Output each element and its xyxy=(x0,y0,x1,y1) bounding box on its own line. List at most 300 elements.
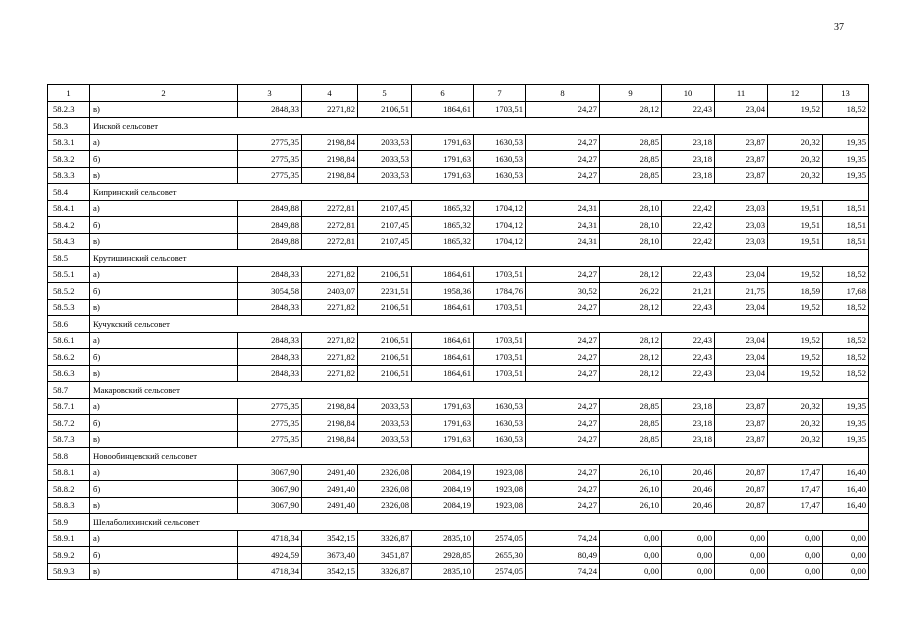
table-cell: 2198,84 xyxy=(302,431,358,448)
table-row xyxy=(48,200,869,217)
table-cell: 24,27 xyxy=(526,415,600,432)
table-cell: 3326,87 xyxy=(358,563,412,580)
table-cell: 1864,61 xyxy=(412,365,474,382)
table-cell: 3067,90 xyxy=(238,464,302,481)
table-cell: 2033,53 xyxy=(358,134,412,151)
section-row xyxy=(48,448,869,465)
table-cell: 19,35 xyxy=(823,415,869,432)
column-header: 4 xyxy=(302,85,358,102)
table-cell: 2198,84 xyxy=(302,167,358,184)
table-cell: 23,04 xyxy=(715,266,768,283)
table-cell: 1791,63 xyxy=(412,431,474,448)
row-code: 58.9.1 xyxy=(48,530,90,547)
table-cell: 18,52 xyxy=(823,349,869,366)
table-cell: 1630,53 xyxy=(474,415,526,432)
row-variant: а) xyxy=(90,464,238,481)
table-cell: 2272,81 xyxy=(302,217,358,234)
table-cell: 30,52 xyxy=(526,283,600,300)
table-cell: 1630,53 xyxy=(474,151,526,168)
table-cell: 28,12 xyxy=(600,365,662,382)
section-row xyxy=(48,184,869,201)
row-code: 58.3.2 xyxy=(48,151,90,168)
table-cell: 19,51 xyxy=(768,200,823,217)
table-cell: 2106,51 xyxy=(358,332,412,349)
table-cell: 19,52 xyxy=(768,101,823,118)
table-cell: 24,31 xyxy=(526,233,600,250)
table-cell: 17,47 xyxy=(768,464,823,481)
section-code: 58.7 xyxy=(48,382,90,399)
row-code: 58.9.2 xyxy=(48,547,90,564)
table-cell: 1704,12 xyxy=(474,217,526,234)
table-cell: 23,87 xyxy=(715,398,768,415)
header-row xyxy=(48,85,869,102)
table-cell: 2326,08 xyxy=(358,497,412,514)
row-variant: а) xyxy=(90,332,238,349)
table-cell: 2849,88 xyxy=(238,233,302,250)
table-cell: 26,10 xyxy=(600,464,662,481)
table-cell: 3326,87 xyxy=(358,530,412,547)
row-code: 58.5.1 xyxy=(48,266,90,283)
table-cell: 1703,51 xyxy=(474,349,526,366)
table-cell: 18,52 xyxy=(823,299,869,316)
table-cell: 1864,61 xyxy=(412,266,474,283)
table-cell: 24,31 xyxy=(526,200,600,217)
row-code: 58.4.1 xyxy=(48,200,90,217)
row-code: 58.4.3 xyxy=(48,233,90,250)
table-cell: 1630,53 xyxy=(474,431,526,448)
table-cell: 2272,81 xyxy=(302,233,358,250)
column-header: 13 xyxy=(823,85,869,102)
table-cell: 2033,53 xyxy=(358,431,412,448)
table-cell: 17,68 xyxy=(823,283,869,300)
table-cell: 1864,61 xyxy=(412,101,474,118)
section-code: 58.4 xyxy=(48,184,90,201)
table-cell: 2835,10 xyxy=(412,530,474,547)
table-cell: 2084,19 xyxy=(412,497,474,514)
row-variant: в) xyxy=(90,167,238,184)
table-row xyxy=(48,365,869,382)
table-cell: 28,85 xyxy=(600,151,662,168)
table-cell: 23,04 xyxy=(715,332,768,349)
column-header: 11 xyxy=(715,85,768,102)
table-cell: 0,00 xyxy=(715,530,768,547)
table-cell: 16,40 xyxy=(823,481,869,498)
table-row xyxy=(48,431,869,448)
table-cell: 24,27 xyxy=(526,398,600,415)
row-code: 58.5.2 xyxy=(48,283,90,300)
row-variant: в) xyxy=(90,497,238,514)
table-cell: 1864,61 xyxy=(412,332,474,349)
table-cell: 1923,08 xyxy=(474,464,526,481)
table-cell: 19,52 xyxy=(768,266,823,283)
table-cell: 23,04 xyxy=(715,349,768,366)
section-code: 58.8 xyxy=(48,448,90,465)
table-cell: 1791,63 xyxy=(412,398,474,415)
table-cell: 22,43 xyxy=(662,365,715,382)
table-cell: 2655,30 xyxy=(474,547,526,564)
table-cell: 2775,35 xyxy=(238,431,302,448)
table-cell: 23,04 xyxy=(715,365,768,382)
table-cell: 1791,63 xyxy=(412,134,474,151)
table-cell: 2775,35 xyxy=(238,134,302,151)
row-code: 58.6.3 xyxy=(48,365,90,382)
row-code: 58.2.3 xyxy=(48,101,90,118)
table-cell: 1923,08 xyxy=(474,497,526,514)
table-cell: 18,52 xyxy=(823,101,869,118)
table-cell: 24,27 xyxy=(526,266,600,283)
table-cell: 22,42 xyxy=(662,217,715,234)
table-cell: 20,32 xyxy=(768,431,823,448)
column-header: 3 xyxy=(238,85,302,102)
table-cell: 2848,33 xyxy=(238,349,302,366)
row-variant: б) xyxy=(90,349,238,366)
table-cell: 28,12 xyxy=(600,101,662,118)
table-cell: 28,85 xyxy=(600,134,662,151)
section-row xyxy=(48,316,869,333)
row-code: 58.4.2 xyxy=(48,217,90,234)
row-variant: в) xyxy=(90,101,238,118)
table-cell: 1864,61 xyxy=(412,299,474,316)
table-cell: 0,00 xyxy=(600,547,662,564)
table-cell: 1791,63 xyxy=(412,415,474,432)
table-row xyxy=(48,563,869,580)
row-variant: в) xyxy=(90,563,238,580)
row-code: 58.8.3 xyxy=(48,497,90,514)
table-cell: 24,27 xyxy=(526,101,600,118)
table-cell: 2033,53 xyxy=(358,167,412,184)
table-cell: 23,04 xyxy=(715,299,768,316)
table-cell: 3054,58 xyxy=(238,283,302,300)
table-row xyxy=(48,101,869,118)
table-cell: 1703,51 xyxy=(474,101,526,118)
column-header: 2 xyxy=(90,85,238,102)
section-row xyxy=(48,118,869,135)
table-cell: 23,18 xyxy=(662,151,715,168)
table-cell: 19,35 xyxy=(823,398,869,415)
table-cell: 23,87 xyxy=(715,415,768,432)
table-cell: 2491,40 xyxy=(302,497,358,514)
table-cell: 74,24 xyxy=(526,563,600,580)
column-header: 10 xyxy=(662,85,715,102)
table-cell: 22,43 xyxy=(662,332,715,349)
table-cell: 2835,10 xyxy=(412,563,474,580)
table-cell: 2848,33 xyxy=(238,299,302,316)
table-cell: 2107,45 xyxy=(358,200,412,217)
table-cell: 1923,08 xyxy=(474,481,526,498)
row-code: 58.3.1 xyxy=(48,134,90,151)
table-cell: 3067,90 xyxy=(238,481,302,498)
section-name: Макаровский сельсовет xyxy=(90,382,869,399)
table-cell: 20,32 xyxy=(768,167,823,184)
row-variant: б) xyxy=(90,151,238,168)
table-cell: 20,32 xyxy=(768,398,823,415)
tariff-table xyxy=(47,84,869,580)
table-row xyxy=(48,233,869,250)
table-cell: 3067,90 xyxy=(238,497,302,514)
table-cell: 1630,53 xyxy=(474,167,526,184)
table-cell: 1791,63 xyxy=(412,151,474,168)
table-cell: 2271,82 xyxy=(302,266,358,283)
table-row xyxy=(48,481,869,498)
table-cell: 2271,82 xyxy=(302,365,358,382)
table-row xyxy=(48,547,869,564)
table-cell: 20,46 xyxy=(662,481,715,498)
table-cell: 19,52 xyxy=(768,349,823,366)
table-cell: 19,52 xyxy=(768,299,823,316)
table-cell: 24,31 xyxy=(526,217,600,234)
table-cell: 19,52 xyxy=(768,365,823,382)
table-cell: 2198,84 xyxy=(302,151,358,168)
table-row xyxy=(48,134,869,151)
table-cell: 23,03 xyxy=(715,217,768,234)
row-variant: в) xyxy=(90,431,238,448)
table-cell: 2775,35 xyxy=(238,415,302,432)
table-cell: 22,43 xyxy=(662,101,715,118)
table-row xyxy=(48,167,869,184)
table-cell: 24,27 xyxy=(526,332,600,349)
row-code: 58.7.3 xyxy=(48,431,90,448)
table-cell: 18,52 xyxy=(823,332,869,349)
table-cell: 24,27 xyxy=(526,151,600,168)
table-cell: 1704,12 xyxy=(474,200,526,217)
table-cell: 0,00 xyxy=(662,530,715,547)
table-cell: 20,32 xyxy=(768,415,823,432)
table-cell: 2198,84 xyxy=(302,398,358,415)
table-cell: 28,85 xyxy=(600,398,662,415)
table-cell: 28,10 xyxy=(600,200,662,217)
table-row xyxy=(48,266,869,283)
table-cell: 21,21 xyxy=(662,283,715,300)
column-header: 9 xyxy=(600,85,662,102)
table-cell: 23,87 xyxy=(715,151,768,168)
table-cell: 2106,51 xyxy=(358,299,412,316)
table-cell: 19,35 xyxy=(823,167,869,184)
row-variant: а) xyxy=(90,266,238,283)
table-cell: 80,49 xyxy=(526,547,600,564)
table-cell: 28,12 xyxy=(600,332,662,349)
table-cell: 1630,53 xyxy=(474,134,526,151)
table-cell: 28,10 xyxy=(600,217,662,234)
table-cell: 22,43 xyxy=(662,349,715,366)
column-header: 6 xyxy=(412,85,474,102)
table-row xyxy=(48,530,869,547)
table-cell: 2198,84 xyxy=(302,134,358,151)
table-cell: 2775,35 xyxy=(238,151,302,168)
table-cell: 1630,53 xyxy=(474,398,526,415)
table-row xyxy=(48,349,869,366)
table-cell: 24,27 xyxy=(526,365,600,382)
row-variant: а) xyxy=(90,398,238,415)
table-cell: 23,03 xyxy=(715,200,768,217)
table-cell: 2574,05 xyxy=(474,530,526,547)
section-row xyxy=(48,250,869,267)
table-cell: 2326,08 xyxy=(358,464,412,481)
table-cell: 2848,33 xyxy=(238,332,302,349)
table-cell: 0,00 xyxy=(823,530,869,547)
table-cell: 20,46 xyxy=(662,497,715,514)
table-cell: 26,10 xyxy=(600,481,662,498)
table-cell: 1703,51 xyxy=(474,299,526,316)
table-cell: 2106,51 xyxy=(358,349,412,366)
table-cell: 23,04 xyxy=(715,101,768,118)
table-cell: 18,51 xyxy=(823,217,869,234)
row-variant: а) xyxy=(90,134,238,151)
table-row xyxy=(48,151,869,168)
table-cell: 18,52 xyxy=(823,266,869,283)
row-variant: б) xyxy=(90,481,238,498)
table-cell: 2326,08 xyxy=(358,481,412,498)
table-cell: 24,27 xyxy=(526,134,600,151)
table-cell: 0,00 xyxy=(768,563,823,580)
column-header: 8 xyxy=(526,85,600,102)
section-code: 58.5 xyxy=(48,250,90,267)
table-cell: 74,24 xyxy=(526,530,600,547)
table-cell: 2848,33 xyxy=(238,266,302,283)
table-cell: 18,51 xyxy=(823,200,869,217)
column-header: 12 xyxy=(768,85,823,102)
table-cell: 28,12 xyxy=(600,349,662,366)
table-cell: 2775,35 xyxy=(238,398,302,415)
table-cell: 19,51 xyxy=(768,217,823,234)
table-row xyxy=(48,415,869,432)
table-cell: 4924,59 xyxy=(238,547,302,564)
table-cell: 19,52 xyxy=(768,332,823,349)
table-cell: 1865,32 xyxy=(412,233,474,250)
table-cell: 0,00 xyxy=(662,547,715,564)
section-name: Кипринский сельсовет xyxy=(90,184,869,201)
table-cell: 2198,84 xyxy=(302,415,358,432)
table-row xyxy=(48,464,869,481)
table-cell: 0,00 xyxy=(600,563,662,580)
table-cell: 19,35 xyxy=(823,151,869,168)
table-cell: 2107,45 xyxy=(358,233,412,250)
table-cell: 2848,33 xyxy=(238,101,302,118)
column-header: 1 xyxy=(48,85,90,102)
row-code: 58.8.1 xyxy=(48,464,90,481)
table-cell: 24,27 xyxy=(526,349,600,366)
section-name: Новообинцевский сельсовет xyxy=(90,448,869,465)
table-cell: 23,87 xyxy=(715,167,768,184)
table-cell: 20,87 xyxy=(715,464,768,481)
section-name: Шелаболихинский сельсовет xyxy=(90,514,869,531)
table-cell: 17,47 xyxy=(768,497,823,514)
table-cell: 2033,53 xyxy=(358,151,412,168)
table-cell: 18,52 xyxy=(823,365,869,382)
table-cell: 1703,51 xyxy=(474,266,526,283)
table-cell: 19,35 xyxy=(823,431,869,448)
section-name: Крутишинский сельсовет xyxy=(90,250,869,267)
table-cell: 24,27 xyxy=(526,497,600,514)
table-row xyxy=(48,299,869,316)
row-variant: а) xyxy=(90,200,238,217)
table-cell: 1865,32 xyxy=(412,200,474,217)
row-code: 58.5.3 xyxy=(48,299,90,316)
table-cell: 22,42 xyxy=(662,233,715,250)
row-code: 58.3.3 xyxy=(48,167,90,184)
table-cell: 2271,82 xyxy=(302,349,358,366)
table-cell: 2033,53 xyxy=(358,415,412,432)
table-row xyxy=(48,332,869,349)
table-cell: 2084,19 xyxy=(412,481,474,498)
table-cell: 4718,34 xyxy=(238,530,302,547)
section-code: 58.3 xyxy=(48,118,90,135)
section-name: Инской сельсовет xyxy=(90,118,869,135)
table-cell: 18,51 xyxy=(823,233,869,250)
table-cell: 24,27 xyxy=(526,167,600,184)
row-code: 58.9.3 xyxy=(48,563,90,580)
table-cell: 2403,07 xyxy=(302,283,358,300)
row-variant: б) xyxy=(90,217,238,234)
table-cell: 24,27 xyxy=(526,299,600,316)
table-cell: 1958,36 xyxy=(412,283,474,300)
section-code: 58.6 xyxy=(48,316,90,333)
table-cell: 0,00 xyxy=(715,547,768,564)
table-cell: 28,85 xyxy=(600,415,662,432)
table-cell: 20,46 xyxy=(662,464,715,481)
table-cell: 3542,15 xyxy=(302,563,358,580)
table-cell: 0,00 xyxy=(823,563,869,580)
table-cell: 23,18 xyxy=(662,167,715,184)
row-code: 58.7.2 xyxy=(48,415,90,432)
table-cell: 0,00 xyxy=(662,563,715,580)
table-cell: 0,00 xyxy=(823,547,869,564)
table-cell: 2928,85 xyxy=(412,547,474,564)
table-cell: 0,00 xyxy=(768,547,823,564)
table-cell: 1864,61 xyxy=(412,349,474,366)
table-cell: 22,43 xyxy=(662,266,715,283)
table-cell: 28,12 xyxy=(600,266,662,283)
row-variant: б) xyxy=(90,415,238,432)
table-cell: 2848,33 xyxy=(238,365,302,382)
table-cell: 2775,35 xyxy=(238,167,302,184)
table-cell: 20,87 xyxy=(715,481,768,498)
table-cell: 2271,82 xyxy=(302,299,358,316)
table-cell: 2084,19 xyxy=(412,464,474,481)
table-cell: 1703,51 xyxy=(474,365,526,382)
table-cell: 23,18 xyxy=(662,134,715,151)
row-variant: а) xyxy=(90,530,238,547)
table-cell: 19,35 xyxy=(823,134,869,151)
table-cell: 1704,12 xyxy=(474,233,526,250)
row-variant: в) xyxy=(90,365,238,382)
section-row xyxy=(48,514,869,531)
table-cell: 2106,51 xyxy=(358,101,412,118)
section-name: Кучукский сельсовет xyxy=(90,316,869,333)
table-cell: 23,18 xyxy=(662,398,715,415)
table-row xyxy=(48,283,869,300)
table-cell: 2271,82 xyxy=(302,101,358,118)
table-cell: 2107,45 xyxy=(358,217,412,234)
table-cell: 1784,76 xyxy=(474,283,526,300)
table-cell: 28,85 xyxy=(600,431,662,448)
table-cell: 23,87 xyxy=(715,431,768,448)
table-cell: 2849,88 xyxy=(238,217,302,234)
section-row xyxy=(48,382,869,399)
table-cell: 0,00 xyxy=(600,530,662,547)
row-variant: в) xyxy=(90,233,238,250)
table-body xyxy=(48,85,869,580)
table-cell: 28,85 xyxy=(600,167,662,184)
table-cell: 3542,15 xyxy=(302,530,358,547)
row-code: 58.6.1 xyxy=(48,332,90,349)
table-cell: 0,00 xyxy=(715,563,768,580)
row-variant: б) xyxy=(90,283,238,300)
table-cell: 23,18 xyxy=(662,431,715,448)
table-row xyxy=(48,497,869,514)
table-cell: 18,59 xyxy=(768,283,823,300)
column-header: 7 xyxy=(474,85,526,102)
table-cell: 2272,81 xyxy=(302,200,358,217)
